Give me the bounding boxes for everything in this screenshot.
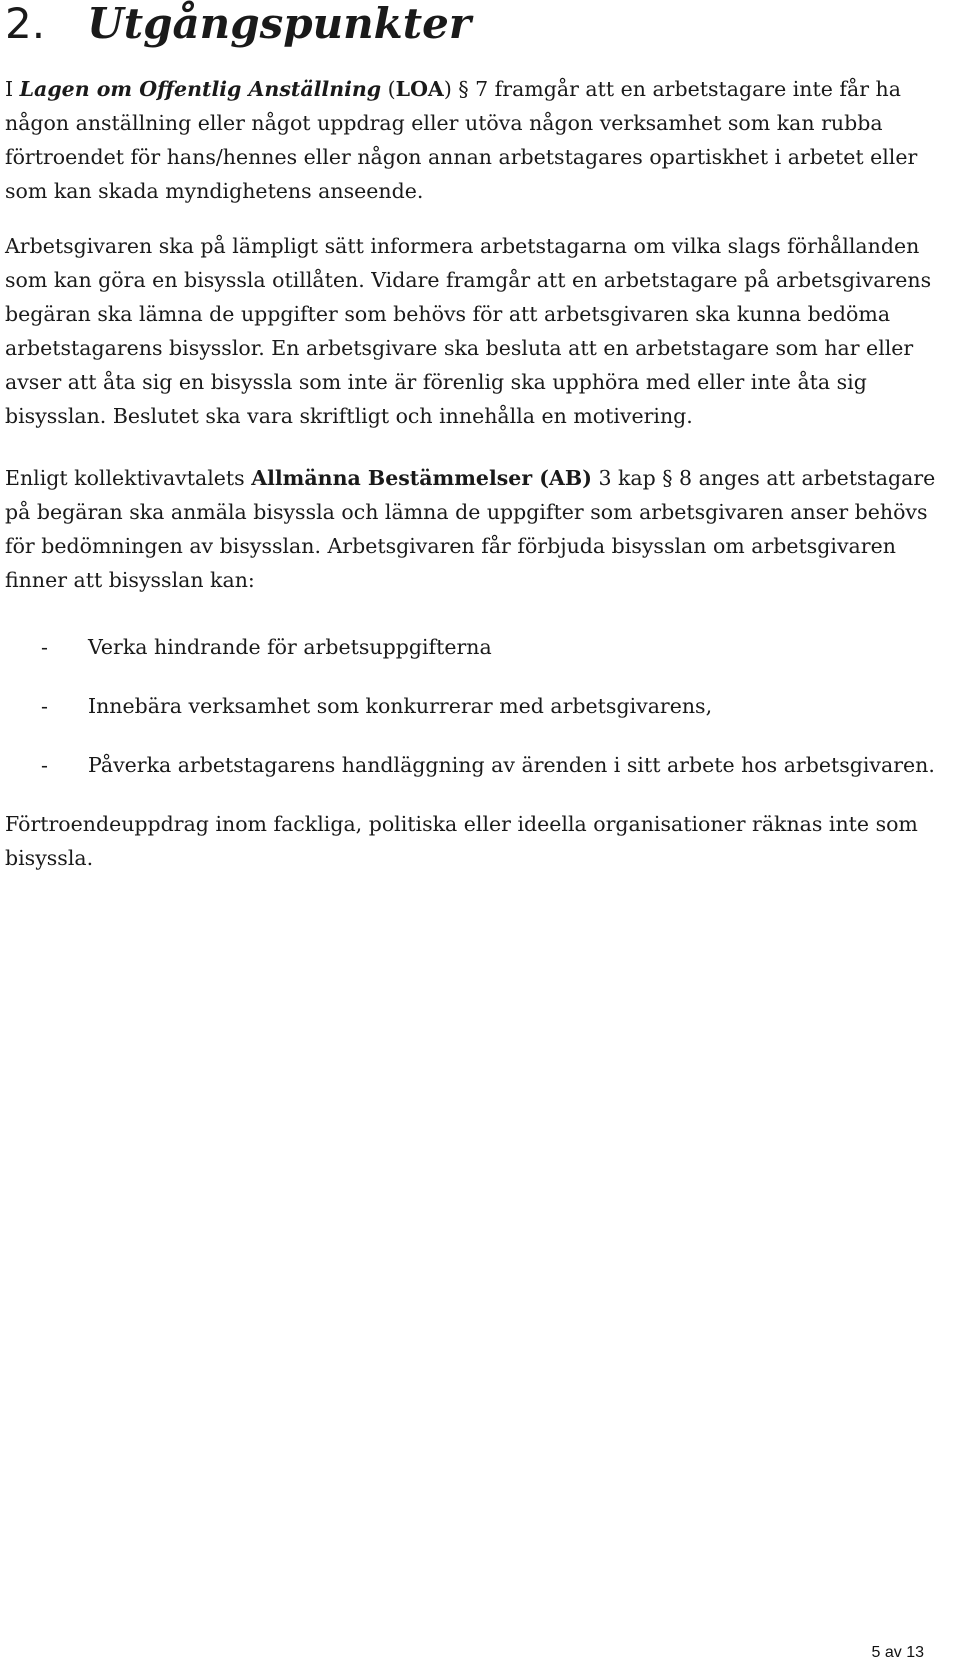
list-dash: -	[41, 753, 48, 777]
list-dash: -	[41, 635, 48, 659]
law-abbreviation: LOA	[395, 77, 444, 101]
page-number: 5 av 13	[871, 1644, 924, 1661]
paragraph-trust-assignments: Förtroendeuppdrag inom fackliga, politiska eller ideella organisationer räknas inte som bisyssla.	[5, 812, 918, 870]
law-name: Lagen om Offentlig Anställning	[19, 77, 382, 101]
para1-abbr-open: (	[381, 77, 396, 101]
list-item	[5, 630, 950, 664]
paragraph-loa	[5, 72, 950, 208]
list-item-text: Verka hindrande för arbetsuppgifterna	[88, 635, 492, 659]
paragraph-ab	[5, 461, 950, 597]
section-title: Utgångspunkter	[87, 0, 472, 48]
para1-abbr-close: )	[443, 77, 452, 101]
list-item-text: Påverka arbetstagarens handläggning av ärenden i sitt arbete hos arbetsgivaren.	[88, 753, 935, 777]
section-number: 2.	[5, 0, 46, 48]
section-heading	[5, 0, 950, 46]
ab-name: Allmänna Bestämmelser (AB)	[251, 466, 592, 490]
list-item	[5, 748, 950, 782]
para3-rest: 3 kap § 8 anges att arbetstagare på begäran ska anmäla bisyssla och lämna de uppgifter som arbetsgivaren anser behövs för bedömningen av bisysslan. Arbetsgivaren får förbjuda bisysslan om arbetsgivaren finner att bisysslan kan:	[5, 466, 936, 592]
para3-pre: Enligt kollektivavtalets	[5, 466, 252, 490]
list-item	[5, 689, 950, 723]
document-page	[5, 0, 950, 875]
conditions-list	[5, 630, 950, 782]
list-dash: -	[41, 694, 48, 718]
list-item-text: Innebära verksamhet som konkurrerar med arbetsgivarens,	[88, 694, 713, 718]
para1-rest: § 7 framgår att en arbetstagare inte får ha någon anställning eller något uppdrag eller utöva någon verksamhet som kan rubba förtroendet för hans/hennes eller någon annan arbetstagares opartiskhet i arbetet eller som kan skada myndighetens anseende.	[5, 77, 918, 203]
para1-pre: I	[5, 77, 20, 101]
paragraph-employer-info: Arbetsgivaren ska på lämpligt sätt informera arbetstagarna om vilka slags förhållanden som kan göra en bisyssla otillåten. Vidare framgår att en arbetstagare på arbetsgivarens begäran ska lämna de uppgifter som behövs för att arbetsgivaren ska kunna bedöma arbetstagarens bisysslor. En arbetsgivare ska besluta att en arbetstagare som har eller avser att åta sig en bisyssla som inte är förenlig ska upphöra med eller inte åta sig bisysslan. Beslutet ska vara skriftligt och innehålla en motivering.	[5, 234, 932, 428]
